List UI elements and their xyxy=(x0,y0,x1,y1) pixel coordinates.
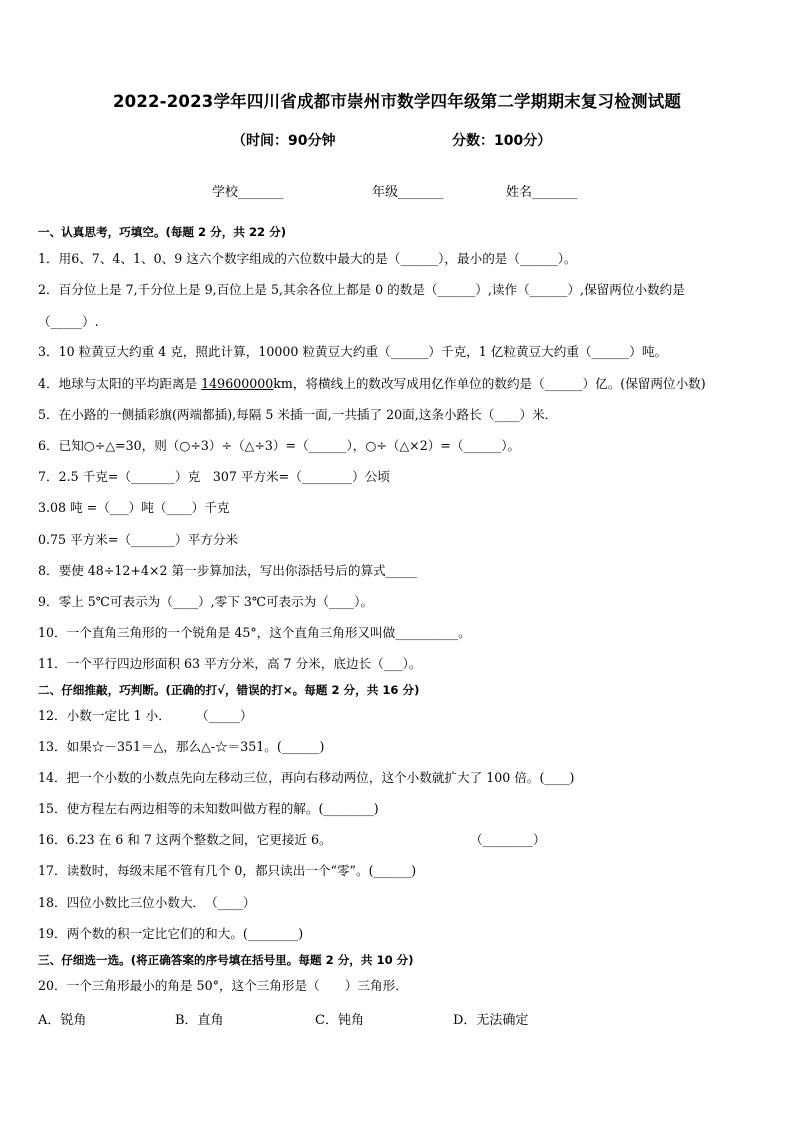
grade-field: 年级_______ xyxy=(372,185,444,200)
question-9: 9．零上 5℃可表示为（____）,零下 3℃可表示为（____）。 xyxy=(38,594,373,609)
question-13: 13．如果☆－351＝△，那么△-☆＝351。(______) xyxy=(38,739,325,754)
section-3-heading: 三、仔细选一选。(将正确答案的序号填在括号里。每题 2 分，共 10 分) xyxy=(38,953,414,967)
option-d: D．无法确定 xyxy=(453,1013,529,1028)
school-field: 学校_______ xyxy=(212,185,284,200)
section-2-heading: 二、仔细推敲，巧判断。(正确的打√，错误的打×。每题 2 分，共 16 分) xyxy=(38,683,420,697)
question-2: 2．百分位上是 7,千分位上是 9,百位上是 5,其余各位上都是 0 的数是（______）,读作（______）,保留两位小数约是 xyxy=(38,282,685,297)
question-16-answer: （________） xyxy=(470,832,546,847)
question-20: 20．一个三角形最小的角是 50°，这个三角形是（ ）三角形． xyxy=(38,978,408,993)
question-14: 14．把一个小数的小数点先向左移动三位，再向右移动两位，这个小数就扩大了 100 倍。(____) xyxy=(38,770,575,785)
question-7-part-3: 0.75 平方米=（_______）平方分米 xyxy=(38,532,239,547)
question-4-text: 4．地球与太阳的平均距离是 xyxy=(38,376,202,391)
option-b: B．直角 xyxy=(175,1013,224,1028)
question-15: 15．使方程左右两边相等的未知数叫做方程的解。(________) xyxy=(38,801,379,816)
exam-title: 2022-2023学年四川省成都市崇州市数学四年级第二学期期末复习检测试题 xyxy=(112,92,682,111)
question-7: 7．2.5 千克=（_______）克 307 平方米=（________）公顷 xyxy=(38,469,390,484)
question-5: 5．在小路的一侧插彩旗(两端都插),每隔 5 米插一面,一共插了 20面,这条小路长（____）米． xyxy=(38,407,558,422)
section-1-heading: 一、认真思考，巧填空。(每题 2 分，共 22 分) xyxy=(38,225,287,239)
question-4-number: 149600000 xyxy=(201,376,274,391)
question-12: 12．小数一定比 1 小． （_____） xyxy=(38,708,253,723)
question-6: 6．已知○÷△=30，则（○÷3）÷（△÷3）=（______），○÷（△×2）=（______）。 xyxy=(38,438,521,453)
question-4 xyxy=(38,375,706,393)
question-19: 19．两个数的积一定比它们的和大。(________) xyxy=(38,926,304,941)
question-11: 11．一个平行四边形面积 63 平方分米，高 7 分米，底边长（___）。 xyxy=(38,656,422,671)
question-8: 8．要使 48÷12+4×2 第一步算加法，写出你添括号后的算式_____ xyxy=(38,563,418,578)
exam-score: 分数：100分） xyxy=(452,133,552,149)
question-4-text-end: km，将横线上的数改写成用亿作单位的数约是（______）亿。(保留两位小数) xyxy=(273,376,706,391)
question-18: 18．四位小数比三位小数大． （____） xyxy=(38,895,256,910)
question-3: 3．10 粒黄豆大约重 4 克，照此计算，10000 粒黄豆大约重（______）千克，1 亿粒黄豆大约重（______）吨。 xyxy=(38,344,668,359)
question-7-part-2: 3.08 吨 =（___）吨（____）千克 xyxy=(38,500,230,515)
question-1: 1．用6、7、4、1、0、9 这六个数字组成的六位数中最大的是（______），最小的是（______）。 xyxy=(38,251,577,266)
question-2-cont: （_____）. xyxy=(38,314,99,329)
name-field: 姓名_______ xyxy=(506,185,578,200)
exam-time: （时间：90分钟 xyxy=(232,133,336,149)
option-c: C．钝角 xyxy=(315,1013,364,1028)
option-a: A．锐角 xyxy=(38,1013,87,1028)
question-10: 10．一个直角三角形的一个锐角是 45°，这个直角三角形又叫做__________。 xyxy=(38,625,471,640)
question-16: 16．6.23 在 6 和 7 这两个整数之间，它更接近 6。 xyxy=(38,832,332,847)
question-17: 17．读数时，每级末尾不管有几个 0，都只读出一个“零”。(______) xyxy=(38,863,417,878)
